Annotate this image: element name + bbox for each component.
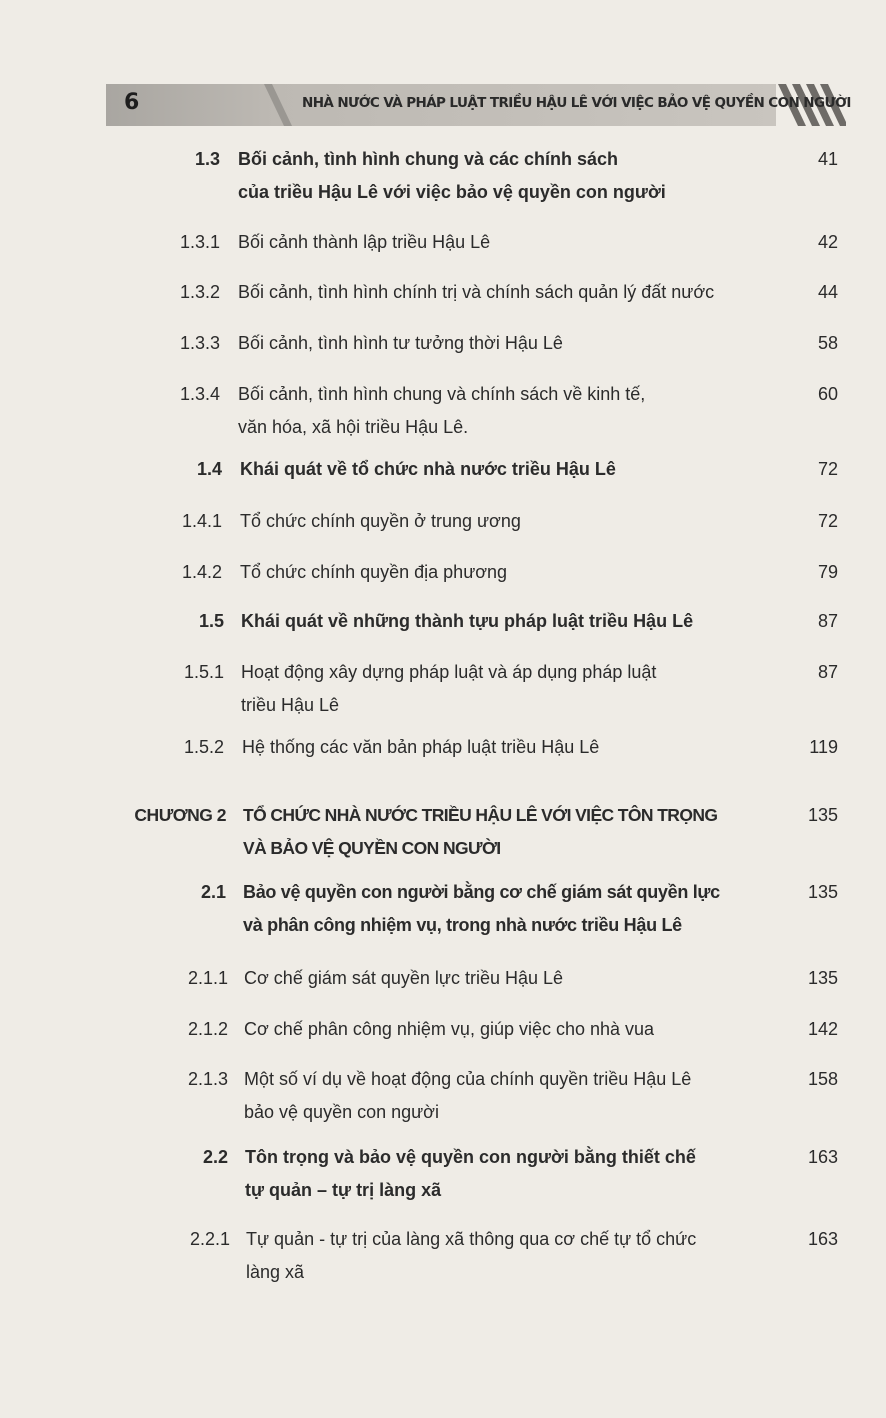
toc-entry-title <box>238 327 563 360</box>
toc-entry-number: 2.1.2 <box>187 1019 228 1039</box>
toc-entry-page: 72 <box>817 459 838 479</box>
toc-entry-number: 1.3.4 <box>179 384 220 404</box>
toc-entry-title <box>244 1063 691 1129</box>
toc-entry-title-line: Bảo vệ quyền con người bằng cơ chế giám sát quyền lực <box>243 882 720 902</box>
toc-entry-title-line: Hệ thống các văn bản pháp luật triều Hậu Lê <box>242 737 600 757</box>
toc-entry-title <box>240 453 616 486</box>
toc-entry-title-line: TỔ CHỨC NHÀ NƯỚC TRIỀU HẬU LÊ VỚI VIỆC TÔN TRỌNG <box>243 805 718 825</box>
toc-entry-number: 1.5 <box>198 611 224 631</box>
toc-entry-title-line: Một số ví dụ về hoạt động của chính quyền triều Hậu Lê <box>244 1069 692 1089</box>
toc-chapter-number: CHƯƠNG 2 <box>134 805 226 825</box>
toc-entry-title <box>241 605 693 638</box>
toc-entry-title-line: tự quản – tự trị làng xã <box>245 1180 442 1200</box>
toc-entry-title-line: của triều Hậu Lê với việc bảo vệ quyền con người <box>238 182 666 202</box>
toc-entry-page: 79 <box>817 562 838 582</box>
toc-entry-title <box>244 1013 654 1046</box>
toc-entry-title-line: Khái quát về những thành tựu pháp luật triều Hậu Lê <box>241 611 694 631</box>
toc-entry-title <box>238 276 714 309</box>
toc-entry-page: 58 <box>817 333 838 353</box>
toc-entry-title-line: và phân công nhiệm vụ, trong nhà nước triều Hậu Lê <box>243 915 682 935</box>
toc-entry-title-line: Bối cảnh, tình hình tư tưởng thời Hậu Lê <box>238 333 563 353</box>
toc-entry-title <box>245 1141 696 1207</box>
toc-entry-page: 135 <box>807 968 838 988</box>
toc-entry-number: 1.4 <box>196 459 222 479</box>
toc-entry-page: 142 <box>807 1019 838 1039</box>
toc-entry-title-line: làng xã <box>246 1262 305 1282</box>
toc-entry-title-line: Bối cảnh, tình hình chung và các chính sách <box>238 149 619 169</box>
toc-entry-number: 1.4.1 <box>181 511 222 531</box>
toc-entry-title <box>244 962 563 995</box>
toc-entry-title-line: Bối cảnh thành lập triều Hậu Lê <box>238 232 491 252</box>
toc-entry-title-line: bảo vệ quyền con người <box>244 1102 439 1122</box>
toc-entry-title-line: Khái quát về tổ chức nhà nước triều Hậu Lê <box>240 459 616 479</box>
toc-entry-page: 119 <box>809 737 838 757</box>
toc-entry-title-line: triều Hậu Lê <box>241 695 340 715</box>
toc-entry-number: 1.3.2 <box>179 282 220 302</box>
toc-entry-number: 1.3.3 <box>179 333 220 353</box>
page-number: 6 <box>124 90 140 115</box>
toc-entry-number: 1.3 <box>194 149 220 169</box>
toc-entry-number: 1.3.1 <box>179 232 220 252</box>
toc-entry-number: 1.4.2 <box>181 562 222 582</box>
toc-entry-title-line: văn hóa, xã hội triều Hậu Lê. <box>238 417 469 437</box>
toc-entry-number: 2.2.1 <box>189 1229 230 1249</box>
toc-entry-title <box>242 731 599 764</box>
toc-entry-page: 135 <box>807 882 838 902</box>
toc-entry-title-line: Hoạt động xây dựng pháp luật và áp dụng pháp luật <box>241 662 657 682</box>
toc-entry-number: 2.1.3 <box>187 1069 228 1089</box>
toc-entry-page: 60 <box>817 384 838 404</box>
toc-entry-number: 1.5.2 <box>183 737 224 757</box>
toc-entry-title-line: Cơ chế giám sát quyền lực triều Hậu Lê <box>244 968 564 988</box>
toc-entry-page: 87 <box>817 662 838 682</box>
toc-entry-number: 2.1.1 <box>187 968 228 988</box>
toc-entry-page: 87 <box>817 611 838 631</box>
toc-entry-page: 163 <box>807 1147 838 1167</box>
toc-entry-title-line: VÀ BẢO VỆ QUYỀN CON NGƯỜI <box>243 838 501 858</box>
toc-entry-number: 1.5.1 <box>183 662 224 682</box>
toc-entry-page: 41 <box>817 149 838 169</box>
toc-entry-title <box>241 656 656 722</box>
toc-entry-title-line: Bối cảnh, tình hình chính trị và chính sách quản lý đất nước <box>238 282 715 302</box>
toc-entry-page: 44 <box>817 282 838 302</box>
toc-entry-title <box>238 143 666 209</box>
toc-entry-page: 72 <box>817 511 838 531</box>
toc-entry-title <box>238 378 645 444</box>
toc-entry-page: 163 <box>807 1229 838 1249</box>
toc-entry-title <box>240 556 507 589</box>
toc-entry-page: 42 <box>817 232 838 252</box>
toc-entry-title-line: Cơ chế phân công nhiệm vụ, giúp việc cho nhà vua <box>244 1019 655 1039</box>
toc-entry-title-line: Tự quản - tự trị của làng xã thông qua cơ chế tự tổ chức <box>246 1229 697 1249</box>
toc-entry-title <box>238 226 490 259</box>
toc-entry-page: 135 <box>807 805 838 825</box>
toc-entry-number: 2.2 <box>202 1147 228 1167</box>
toc-entry-title-line: Bối cảnh, tình hình chung và chính sách về kinh tế, <box>238 384 646 404</box>
toc-entry-title <box>240 505 521 538</box>
running-header <box>106 84 851 126</box>
toc-entry-number: 2.1 <box>200 882 226 902</box>
toc-entry-title <box>243 876 720 942</box>
toc-entry-title-line: Tổ chức chính quyền ở trung ương <box>240 511 521 531</box>
toc-entry-title-line: Tổ chức chính quyền địa phương <box>240 562 508 582</box>
toc-entry-page: 158 <box>807 1069 838 1089</box>
toc-entry-title <box>246 1223 696 1289</box>
toc-chapter-title <box>243 799 717 865</box>
toc-entry-title-line: Tôn trọng và bảo vệ quyền con người bằng thiết chế <box>245 1147 696 1167</box>
running-title: NHÀ NƯỚC VÀ PHÁP LUẬT TRIỀU HẬU LÊ VỚI VIỆC BẢO VỆ QUYỀN CON NGƯỜI <box>302 95 851 111</box>
